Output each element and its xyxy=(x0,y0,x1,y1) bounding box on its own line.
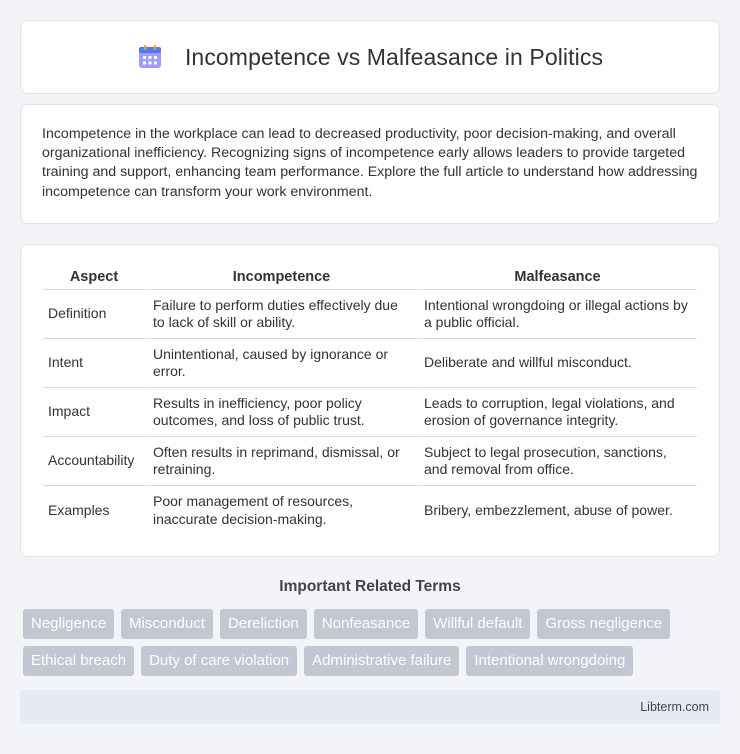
header-aspect: Aspect xyxy=(43,264,145,290)
row-malfeasance: Intentional wrongdoing or illegal actions by a public official. xyxy=(416,290,697,339)
tag-willful-default[interactable]: Willful default xyxy=(425,609,530,639)
table-row xyxy=(43,339,697,388)
clipboard-calendar-icon xyxy=(137,44,163,70)
row-aspect: Accountability xyxy=(43,437,145,486)
related-terms-title: Important Related Terms xyxy=(279,578,461,595)
table-row xyxy=(43,437,697,486)
table-row xyxy=(43,290,697,339)
related-terms-list xyxy=(23,609,723,676)
header-card xyxy=(20,20,720,94)
row-aspect: Definition xyxy=(43,290,145,339)
comparison-card xyxy=(20,244,720,557)
footer-site-link[interactable]: Libterm.com xyxy=(640,700,709,714)
tag-nonfeasance[interactable]: Nonfeasance xyxy=(314,609,418,639)
row-aspect: Intent xyxy=(43,339,145,388)
footer xyxy=(20,690,720,724)
tag-administrative-failure[interactable]: Administrative failure xyxy=(304,646,459,676)
header xyxy=(137,44,603,71)
row-malfeasance: Subject to legal prosecution, sanctions, and removal from office. xyxy=(416,437,697,486)
tag-misconduct[interactable]: Misconduct xyxy=(121,609,213,639)
row-aspect: Impact xyxy=(43,388,145,437)
row-incompetence: Often results in reprimand, dismissal, or retraining. xyxy=(145,437,416,486)
table-header-row xyxy=(43,264,697,290)
row-incompetence: Results in inefficiency, poor policy outcomes, and loss of public trust. xyxy=(145,388,416,437)
row-incompetence: Unintentional, caused by ignorance or error. xyxy=(145,339,416,388)
table-row xyxy=(43,486,697,535)
tag-duty-of-care-violation[interactable]: Duty of care violation xyxy=(141,646,297,676)
row-malfeasance: Leads to corruption, legal violations, and erosion of governance integrity. xyxy=(416,388,697,437)
tag-ethical-breach[interactable]: Ethical breach xyxy=(23,646,134,676)
tag-dereliction[interactable]: Dereliction xyxy=(220,609,307,639)
header-incompetence: Incompetence xyxy=(145,264,416,290)
row-incompetence: Poor management of resources, inaccurate decision-making. xyxy=(145,486,416,535)
row-malfeasance: Deliberate and willful misconduct. xyxy=(416,339,697,388)
header-malfeasance: Malfeasance xyxy=(416,264,697,290)
row-incompetence: Failure to perform duties effectively due to lack of skill or ability. xyxy=(145,290,416,339)
row-malfeasance: Bribery, embezzlement, abuse of power. xyxy=(416,486,697,535)
tag-gross-negligence[interactable]: Gross negligence xyxy=(537,609,670,639)
comparison-table xyxy=(43,264,697,535)
row-aspect: Examples xyxy=(48,501,110,518)
tag-intentional-wrongdoing[interactable]: Intentional wrongdoing xyxy=(466,646,633,676)
page-title: Incompetence vs Malfeasance in Politics xyxy=(184,43,604,70)
tag-negligence[interactable]: Negligence xyxy=(23,609,114,639)
intro-card xyxy=(20,104,720,224)
intro-paragraph: Incompetence in the workplace can lead to decreased productivity, poor decision-making, and overall organizational inefficiency. Recognizing signs of incompetence early allows leaders to provide targeted training and support, enhancing team performance. Explore the full article to understand how addressing incompetence can transform your work environment. xyxy=(42,126,698,200)
table-row xyxy=(43,388,697,437)
